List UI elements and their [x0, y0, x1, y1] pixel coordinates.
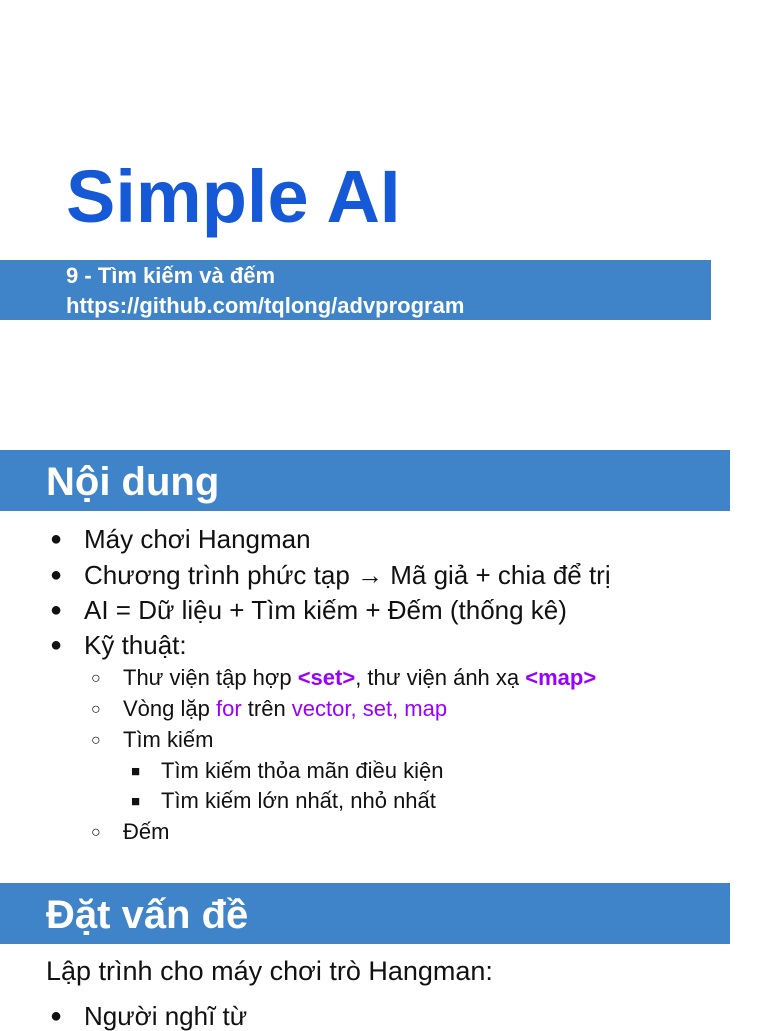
list-item: ○ Vòng lặp for trên vector, set, map [91, 696, 448, 721]
list-item: ● Kỹ thuật: [50, 630, 187, 660]
bullet-icon: ● [50, 599, 63, 621]
square-bullet-icon: ■ [131, 793, 141, 810]
circle-bullet-icon: ○ [91, 701, 101, 718]
list-item: ● AI = Dữ liệu + Tìm kiếm + Đếm (thống kê) [50, 595, 567, 625]
circle-bullet-icon: ○ [91, 732, 101, 749]
circle-bullet-icon: ○ [91, 670, 101, 687]
subtitle-url: https://github.com/tqlong/advprogram [66, 293, 465, 318]
bullet-icon: ● [50, 1005, 63, 1027]
list-item: ○ Thư viện tập hợp <set>, thư viện ánh xạ <map> [91, 665, 597, 690]
list-item: ■ Tìm kiếm thỏa mãn điều kiện [131, 758, 444, 783]
list-item: ○ Đếm [91, 819, 170, 844]
section-title-contents: Nội dung [46, 460, 220, 504]
section-band-problem [0, 883, 730, 944]
list-item: ● Người nghĩ từ [50, 1001, 248, 1031]
section-band-contents [0, 450, 730, 511]
bullet-icon: ● [50, 564, 63, 586]
subtitle-band [0, 260, 711, 320]
list-item: ● Máy chơi Hangman [50, 524, 311, 554]
subtitle-lesson: 9 - Tìm kiếm và đếm [66, 263, 276, 288]
section-title-problem: Đặt vấn đề [46, 893, 249, 937]
list-item: ● Chương trình phức tạp → Mã giả + chia để trị [50, 560, 611, 590]
list-item: ■ Tìm kiếm lớn nhất, nhỏ nhất [131, 788, 436, 813]
bullet-icon: ● [50, 528, 63, 550]
bullet-icon: ● [50, 634, 63, 656]
circle-bullet-icon: ○ [91, 824, 101, 841]
square-bullet-icon: ■ [131, 763, 141, 780]
problem-paragraph: Lập trình cho máy chơi trò Hangman: [46, 956, 493, 986]
list-item: ○ Tìm kiếm [91, 727, 214, 752]
slide-title: Simple AI [66, 155, 401, 238]
